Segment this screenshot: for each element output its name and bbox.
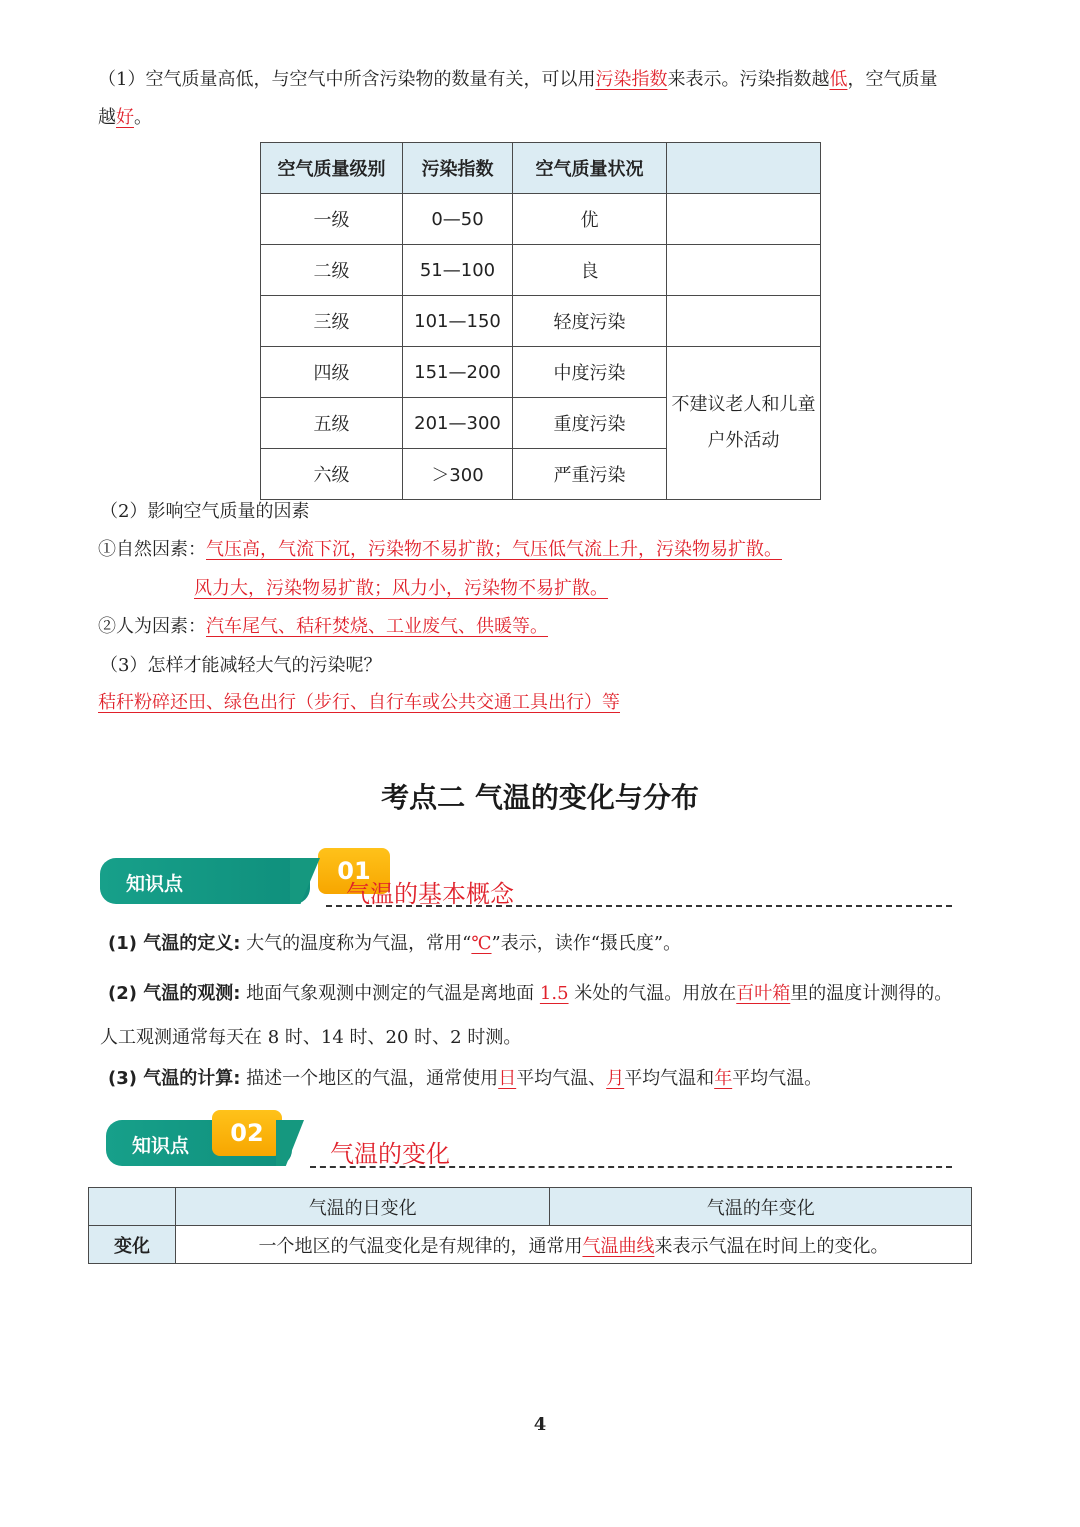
observation-text-3: 里的温度计测得的。 <box>790 983 953 1004</box>
keyword-good: 好 <box>116 107 134 128</box>
page-number: 4 <box>533 1414 547 1435</box>
table-row <box>261 296 821 347</box>
temp-definition <box>108 932 681 956</box>
table-row <box>261 194 821 245</box>
note-cell-empty <box>667 194 821 245</box>
human-label: ②人为因素： <box>98 616 206 637</box>
keyword-celsius: ℃ <box>471 933 492 954</box>
factors-heading: （2）影响空气质量的因素 <box>100 501 310 522</box>
advice-note-cell <box>667 347 821 500</box>
status-cell: 严重污染 <box>513 449 667 500</box>
intro-text-1: （1）空气质量高低，与空气中所含污染物的数量有关，可以用 <box>98 69 596 90</box>
human-factors <box>98 615 548 639</box>
note-cell-empty <box>667 296 821 347</box>
badge-number: 01 <box>318 848 390 894</box>
advice-note-line1: 不建议老人和儿童 <box>671 394 816 415</box>
calculation-text-3: 平均气温和 <box>624 1068 715 1089</box>
dashed-divider <box>310 1166 952 1168</box>
table-row <box>261 347 821 398</box>
reduce-answer-line <box>98 691 620 715</box>
keyword-louvered-box: 百叶箱 <box>736 983 791 1004</box>
knowledge-point-badge-01 <box>100 857 371 904</box>
human-answer: 汽车尾气、秸秆焚烧、工业废气、供暖等。 <box>206 616 548 637</box>
keyword-pollution-index: 污染指数 <box>595 69 668 90</box>
natural-label: ①自然因素： <box>98 539 206 560</box>
header-status: 空气质量状况 <box>513 143 667 194</box>
dashed-divider <box>326 905 952 907</box>
keyword-year: 年 <box>714 1068 733 1089</box>
advice-note-line2: 户外活动 <box>707 430 780 451</box>
temperature-change-table <box>88 1187 972 1264</box>
natural-answer-2: 风力大，污染物易扩散；风力小，污染物不易扩散。 <box>194 578 608 599</box>
index-cell: ＞300 <box>403 449 513 500</box>
definition-label: (1) 气温的定义: <box>108 933 241 954</box>
calculation-text-1: 描述一个地区的气温，通常使用 <box>240 1068 499 1089</box>
observation-text-2: 米处的气温。用放在 <box>568 983 737 1004</box>
level-cell: 三级 <box>261 296 403 347</box>
note-cell-empty <box>667 245 821 296</box>
index-cell: 151—200 <box>403 347 513 398</box>
table-row <box>261 245 821 296</box>
status-cell: 轻度污染 <box>513 296 667 347</box>
level-cell: 四级 <box>261 347 403 398</box>
keyword-height: 1.5 <box>539 983 569 1004</box>
intro-text-2: 来表示。污染指数越 <box>667 69 830 90</box>
natural-answer-1: 气压高，气流下沉，污染物不易扩散；气压低气流上升，污染物易扩散。 <box>206 539 782 560</box>
knowledge-point-title-01: 气温的基本概念 <box>346 880 514 908</box>
row-text-2: 来表示气温在时间上的变化。 <box>654 1235 889 1257</box>
level-cell: 二级 <box>261 245 403 296</box>
badge-label: 知识点 <box>132 1135 190 1157</box>
status-cell: 优 <box>513 194 667 245</box>
index-cell: 101—150 <box>403 296 513 347</box>
natural-factors <box>98 538 782 562</box>
keyword-temp-curve: 气温曲线 <box>582 1235 655 1257</box>
section-title: 考点二 气温的变化与分布 <box>381 781 699 814</box>
temp-calculation <box>108 1067 822 1091</box>
status-cell: 重度污染 <box>513 398 667 449</box>
calculation-label: (3) 气温的计算: <box>108 1068 241 1089</box>
level-cell: 六级 <box>261 449 403 500</box>
observation-times: 人工观测通常每天在 8 时、14 时、20 时、2 时测。 <box>100 1027 522 1048</box>
intro-text-3: ，空气质量 <box>847 69 938 90</box>
intro-text-5: 。 <box>134 107 152 128</box>
badge-label: 知识点 <box>126 873 184 895</box>
header-index: 污染指数 <box>403 143 513 194</box>
header-daily-change: 气温的日变化 <box>175 1188 550 1226</box>
reduce-question: （3）怎样才能减轻大气的污染呢？ <box>100 655 382 676</box>
keyword-month: 月 <box>606 1068 625 1089</box>
header-empty <box>89 1188 176 1226</box>
calculation-text-2: 平均气温、 <box>516 1068 607 1089</box>
status-cell: 中度污染 <box>513 347 667 398</box>
row-content <box>175 1226 971 1264</box>
observation-label: (2) 气温的观测: <box>108 983 241 1004</box>
keyword-day: 日 <box>498 1068 517 1089</box>
table-header-row <box>261 143 821 194</box>
intro-paragraph <box>98 68 937 92</box>
reduce-answer: 秸秆粉碎还田、绿色出行（步行、自行车或公共交通工具出行）等 <box>98 692 620 713</box>
level-cell: 五级 <box>261 398 403 449</box>
index-cell: 51—100 <box>403 245 513 296</box>
intro-text-4: 越 <box>98 107 116 128</box>
calculation-text-4: 平均气温。 <box>732 1068 823 1089</box>
air-quality-table <box>260 142 821 500</box>
observation-text-1: 地面气象观测中测定的气温是离地面 <box>240 983 540 1004</box>
level-cell: 一级 <box>261 194 403 245</box>
badge-tail-icon <box>276 1120 304 1166</box>
temp-observation <box>108 982 952 1006</box>
table-header-row <box>89 1188 972 1226</box>
knowledge-point-badge-02 <box>106 1120 292 1166</box>
header-annual-change: 气温的年变化 <box>550 1188 972 1226</box>
definition-text-2: ”表示，读作“摄氏度”。 <box>491 933 682 954</box>
keyword-low: 低 <box>829 69 848 90</box>
knowledge-point-title-02: 气温的变化 <box>330 1140 450 1168</box>
row-text-1: 一个地区的气温变化是有规律的，通常用 <box>258 1235 583 1257</box>
table-row <box>89 1226 972 1264</box>
index-cell: 201—300 <box>403 398 513 449</box>
header-note <box>667 143 821 194</box>
index-cell: 0—50 <box>403 194 513 245</box>
definition-text-1: 大气的温度称为气温，常用“ <box>240 933 472 954</box>
row-label: 变化 <box>89 1226 176 1264</box>
status-cell: 良 <box>513 245 667 296</box>
natural-factors-line2 <box>194 577 608 601</box>
header-level: 空气质量级别 <box>261 143 403 194</box>
badge-number: 02 <box>212 1110 282 1156</box>
intro-paragraph-line2 <box>98 106 152 130</box>
